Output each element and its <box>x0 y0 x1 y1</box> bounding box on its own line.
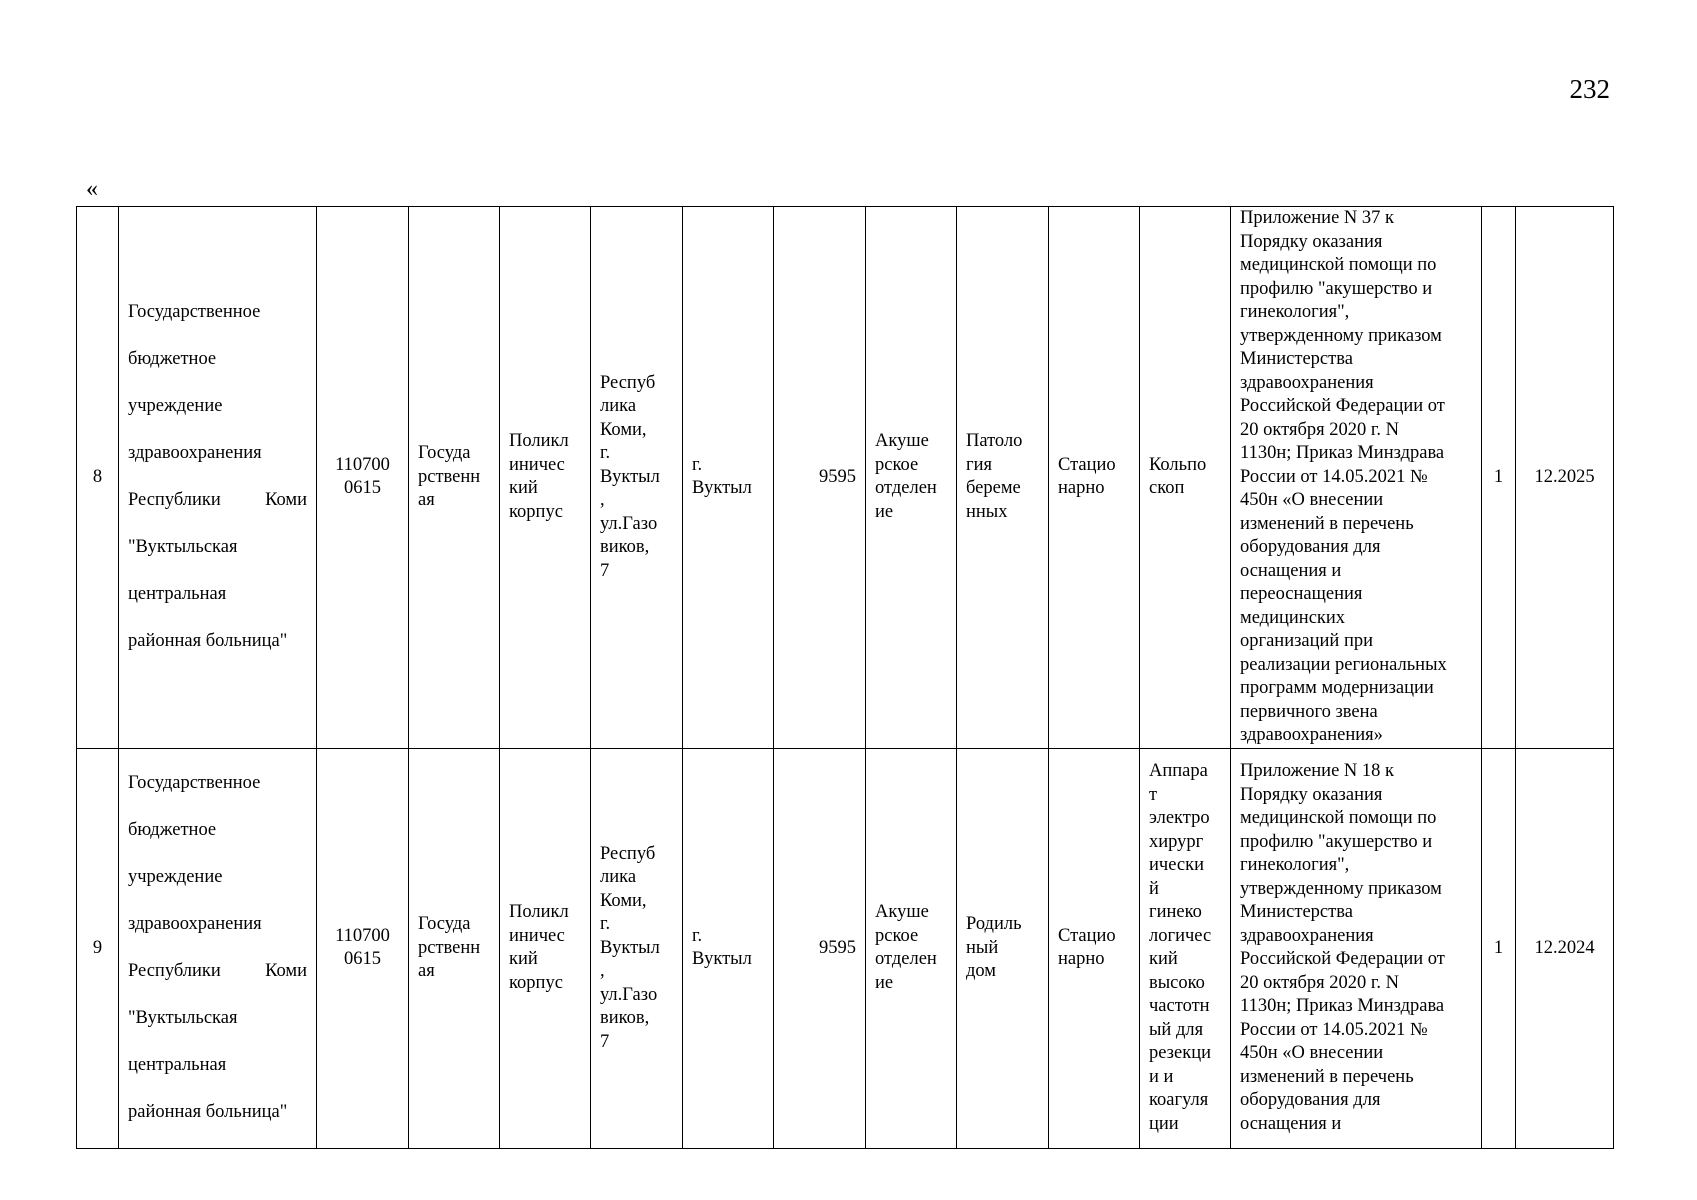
row-number: 9 <box>77 748 119 1149</box>
page-number: 232 <box>1569 74 1610 104</box>
quantity: 1 <box>1482 207 1516 749</box>
org-line: бюджетное <box>128 820 217 840</box>
equipment-name: Аппара т электро хирург ически й гинеко логичес кий высоко частотн ый для резекци и и коагуля ции <box>1140 748 1231 1149</box>
org-line: учреждение <box>128 396 223 416</box>
oktmo-code: 9595 <box>774 748 866 1149</box>
city: г. Вуктыл <box>683 748 774 1149</box>
organization-name <box>119 748 317 1149</box>
delivery-date: 12.2025 <box>1516 207 1614 749</box>
org-line-justified <box>128 960 307 984</box>
regulatory-document: Приложение N 37 к Порядку оказания медицинской помощи по профилю "акушерство и гинекология", утвержденному приказом Министерства здравоохранения Российской Федерации от 20 октября 2020 г. N 1130н; Приказ Минздрава России от 14.05.2021 № 450н «О внесении изменений в перечень оборудования для оснащения и переоснащения медицинских организаций при реализации региональных программ модернизации первичного звена здравоохранения» <box>1231 207 1482 749</box>
organization-code: 110700 0615 <box>317 207 409 749</box>
org-line: "Вуктыльская <box>128 1008 238 1028</box>
quantity: 1 <box>1482 748 1516 1149</box>
org-line: здравоохранения <box>128 914 262 934</box>
org-word: Республики <box>128 490 221 510</box>
address: Респуб лика Коми, г. Вуктыл , ул.Газо виков, 7 <box>591 748 683 1149</box>
building-name: Поликл иничес кий корпус <box>500 748 591 1149</box>
organization-code: 110700 0615 <box>317 748 409 1149</box>
organization-name <box>119 207 317 749</box>
org-line: Государственное <box>128 302 261 322</box>
care-type: Стацио нарно <box>1049 207 1140 749</box>
org-line: "Вуктыльская <box>128 537 238 557</box>
department: Акуше рское отделен ие <box>866 207 957 749</box>
org-line: учреждение <box>128 867 223 887</box>
ownership-form: Госуда рственн ая <box>409 207 500 749</box>
equipment-name: Кольпо скоп <box>1140 207 1231 749</box>
org-line: центральная <box>128 584 227 604</box>
table-row <box>77 207 1614 749</box>
delivery-date: 12.2024 <box>1516 748 1614 1149</box>
equipment-registry-table <box>76 206 1614 1149</box>
row-number: 8 <box>77 207 119 749</box>
org-word: Коми <box>265 961 307 981</box>
building-name: Поликл иничес кий корпус <box>500 207 591 749</box>
table-row <box>77 748 1614 1149</box>
org-word: Республики <box>128 961 221 981</box>
org-word: Коми <box>265 490 307 510</box>
department: Акуше рское отделен ие <box>866 748 957 1149</box>
org-line: центральная <box>128 1055 227 1075</box>
address: Респуб лика Коми, г. Вуктыл , ул.Газо виков, 7 <box>591 207 683 749</box>
org-line: районная больница" <box>128 631 288 651</box>
ownership-form: Госуда рственн ая <box>409 748 500 1149</box>
city: г. Вуктыл <box>683 207 774 749</box>
medical-profile: Патоло гия береме нных <box>957 207 1049 749</box>
regulatory-document: Приложение N 18 к Порядку оказания медицинской помощи по профилю "акушерство и гинекология", утвержденному приказом Министерства здравоохранения Российской Федерации от 20 октября 2020 г. N 1130н; Приказ Минздрава России от 14.05.2021 № 450н «О внесении изменений в перечень оборудования для оснащения и <box>1231 748 1482 1149</box>
org-line: бюджетное <box>128 349 217 369</box>
org-line-justified <box>128 489 307 513</box>
org-line: Государственное <box>128 773 261 793</box>
oktmo-code: 9595 <box>774 207 866 749</box>
medical-profile: Родиль ный дом <box>957 748 1049 1149</box>
opening-quote-mark: « <box>86 176 98 202</box>
care-type: Стацио нарно <box>1049 748 1140 1149</box>
org-line: здравоохранения <box>128 443 262 463</box>
org-line: районная больница" <box>128 1102 288 1122</box>
